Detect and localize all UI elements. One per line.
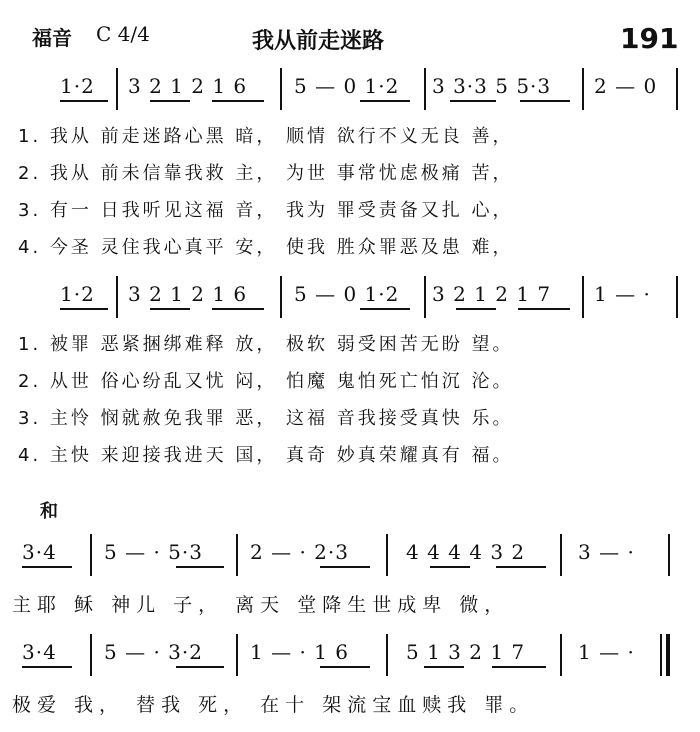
beam bbox=[320, 566, 370, 568]
beam bbox=[492, 666, 546, 668]
barline bbox=[386, 634, 388, 676]
measure: 5 1 3 2 1 7 bbox=[406, 640, 526, 664]
hymn-title: 我从前走迷路 bbox=[252, 29, 385, 54]
barline bbox=[582, 276, 584, 318]
lyric-line: 4. 今圣 灵住我心真平 安， 使我 胜众罪恶及患 难， bbox=[18, 237, 514, 258]
beam bbox=[176, 666, 224, 668]
final-barline-thick bbox=[666, 634, 670, 676]
chorus-label: 和 bbox=[40, 501, 58, 522]
beam bbox=[520, 100, 570, 102]
beam bbox=[496, 566, 546, 568]
lyric-line: 1. 我从 前走迷路心黑 暗， 顺情 欲行不义无良 善， bbox=[18, 126, 514, 147]
barline bbox=[560, 534, 562, 576]
lyric-line: 4. 主快 来迎接我进天 国， 真奇 妙真荣耀真有 福。 bbox=[18, 445, 514, 466]
beam bbox=[424, 666, 464, 668]
lyric-line: 1. 被罪 恶紧捆绑难释 放， 极软 弱受困苦无盼 望。 bbox=[18, 334, 514, 355]
chorus-lyric-line: 主耶 稣 神儿 子， 离天 堂降生世成卑 微， bbox=[12, 594, 510, 616]
beam bbox=[456, 308, 496, 310]
measure: 5 — 0 1·2 bbox=[294, 74, 400, 98]
category-label: 福音 bbox=[32, 26, 72, 50]
lyric-line: 3. 有一 日我听见这福 音， 我为 罪受责备又扎 心， bbox=[18, 200, 514, 221]
barline bbox=[236, 534, 238, 576]
chorus-music-row-1 bbox=[0, 534, 700, 576]
beam bbox=[212, 308, 264, 310]
measure: 1 — · bbox=[594, 282, 651, 306]
beam bbox=[430, 566, 470, 568]
barline bbox=[668, 534, 670, 576]
lyric-line: 2. 从世 俗心纷乱又忧 闷， 怕魔 鬼怕死亡怕沉 沦。 bbox=[18, 371, 514, 392]
measure: 3 3·3 5 5·3 bbox=[432, 74, 552, 98]
chorus-lyric-line: 极爱 我， 替我 死， 在十 架流宝血赎我 罪。 bbox=[12, 694, 535, 716]
measure: 3·4 bbox=[22, 640, 57, 664]
measure: 5 — · 5·3 bbox=[104, 540, 203, 564]
barline bbox=[424, 68, 426, 110]
beam bbox=[22, 566, 72, 568]
beam bbox=[212, 100, 264, 102]
barline bbox=[676, 68, 678, 110]
measure: 1·2 bbox=[60, 74, 95, 98]
measure: 2 — 0 bbox=[594, 74, 658, 98]
barline bbox=[280, 276, 282, 318]
key-signature: C 4/4 bbox=[96, 22, 150, 46]
final-barline-thin bbox=[660, 634, 662, 676]
hymn-number: 191 bbox=[620, 22, 679, 55]
measure: 4 4 4 4 3 2 bbox=[406, 540, 526, 564]
beam bbox=[176, 566, 224, 568]
barline bbox=[280, 68, 282, 110]
beam bbox=[60, 308, 108, 310]
chorus-music-row-2 bbox=[0, 634, 700, 676]
lyric-line: 3. 主怜 悯就赦免我罪 恶， 这福 音我接受真快 乐。 bbox=[18, 408, 514, 429]
measure: 3 2 1 2 1 6 bbox=[128, 282, 248, 306]
barline bbox=[386, 534, 388, 576]
measure: 1 — · 1 6 bbox=[250, 640, 349, 664]
beam bbox=[150, 308, 190, 310]
barline bbox=[676, 276, 678, 318]
measure: 1·2 bbox=[60, 282, 95, 306]
measure: 5 — · 3·2 bbox=[104, 640, 203, 664]
lyric-line: 2. 我从 前未信靠我救 主， 为世 事常忧虑极痛 苦， bbox=[18, 163, 514, 184]
beam bbox=[320, 666, 370, 668]
music-row-1 bbox=[0, 68, 700, 110]
beam bbox=[60, 100, 108, 102]
barline bbox=[116, 276, 118, 318]
barline bbox=[236, 634, 238, 676]
measure: 3 — · bbox=[578, 540, 635, 564]
measure: 5 — 0 1·2 bbox=[294, 282, 400, 306]
barline bbox=[116, 68, 118, 110]
beam bbox=[150, 100, 190, 102]
barline bbox=[560, 634, 562, 676]
barline bbox=[582, 68, 584, 110]
beam bbox=[518, 308, 570, 310]
barline bbox=[90, 634, 92, 676]
measure: 3 2 1 2 1 7 bbox=[432, 282, 552, 306]
measure: 2 — · 2·3 bbox=[250, 540, 349, 564]
measure: 3·4 bbox=[22, 540, 57, 564]
barline bbox=[90, 534, 92, 576]
beam bbox=[360, 308, 410, 310]
beam bbox=[22, 666, 72, 668]
measure: 1 — · bbox=[578, 640, 635, 664]
beam bbox=[450, 100, 496, 102]
barline bbox=[424, 276, 426, 318]
beam bbox=[360, 100, 410, 102]
music-row-2 bbox=[0, 276, 700, 318]
measure: 3 2 1 2 1 6 bbox=[128, 74, 248, 98]
